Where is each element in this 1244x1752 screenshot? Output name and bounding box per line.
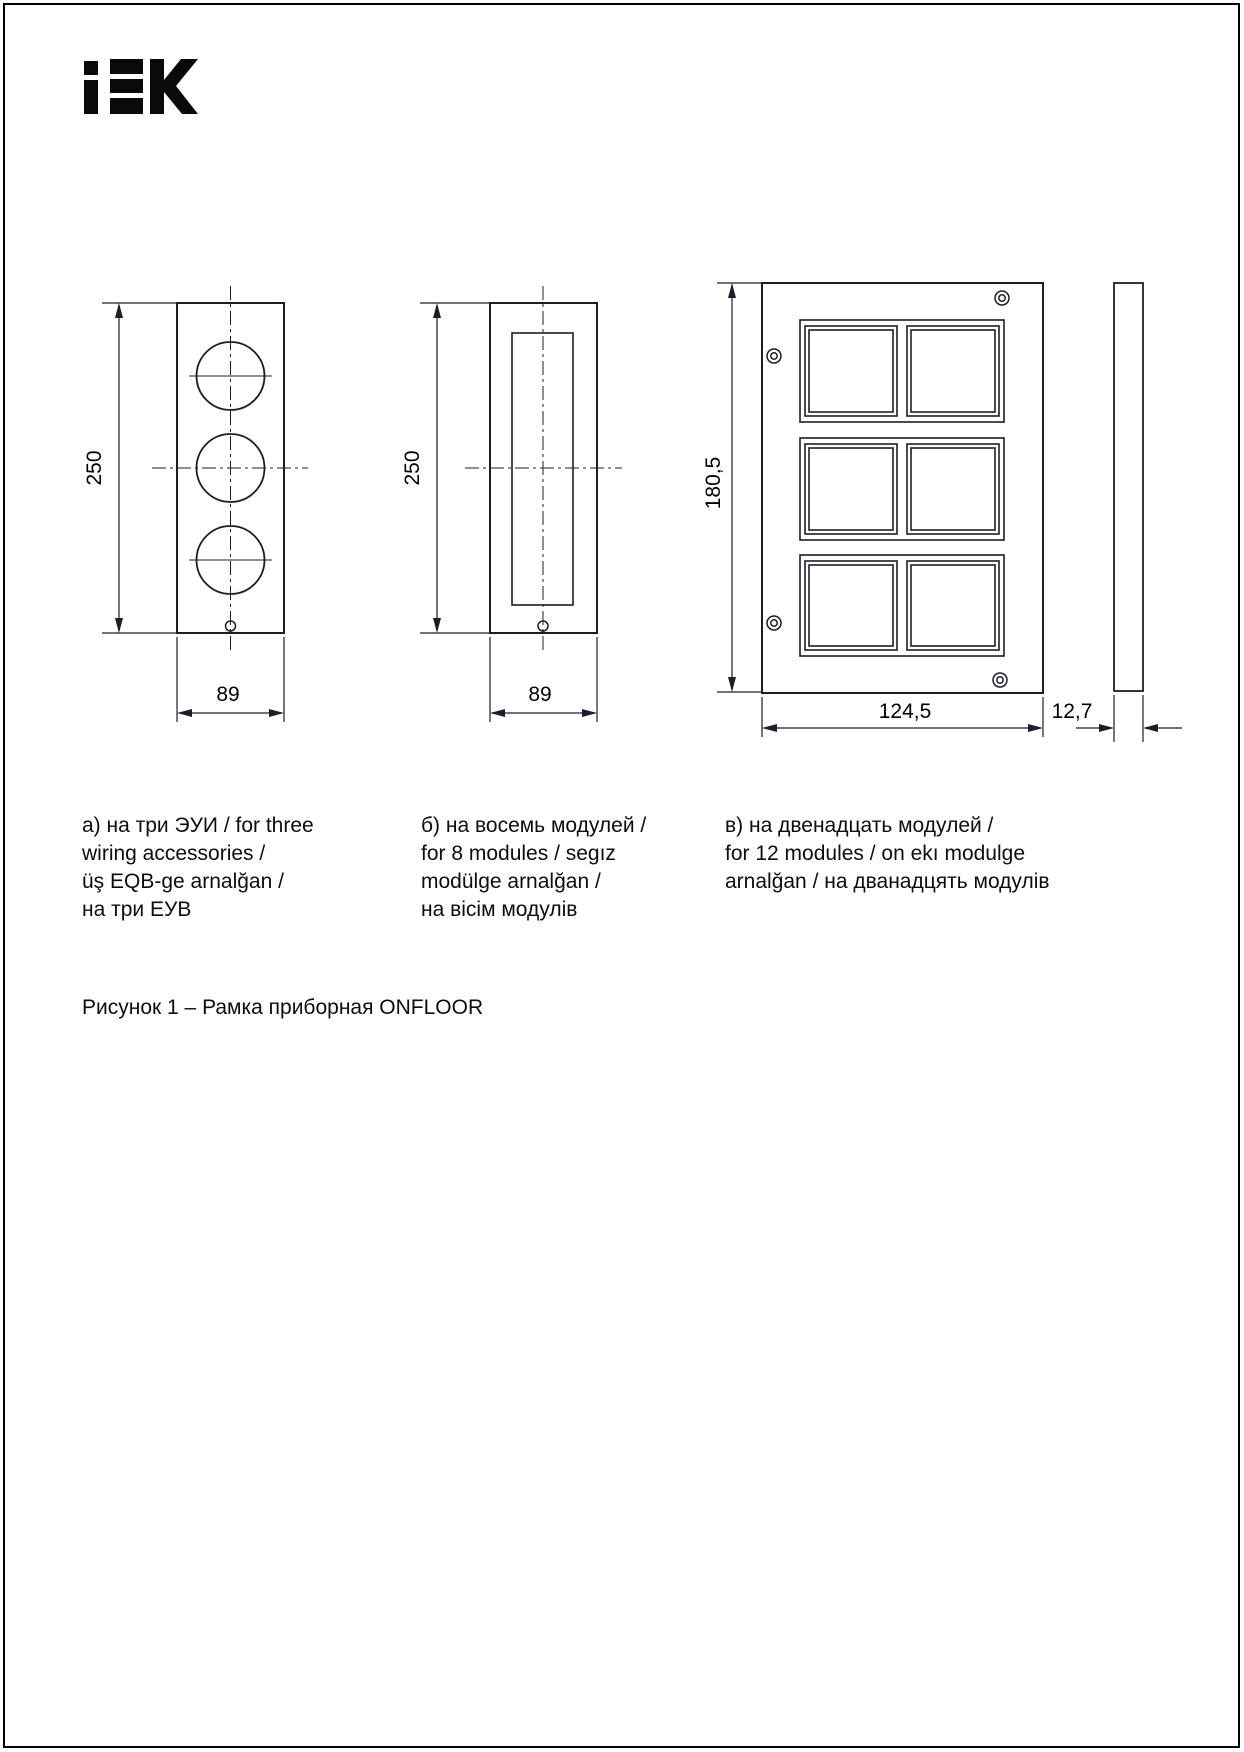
caption-b-line: б) на восемь модулей / [421, 814, 647, 837]
caption-a-line: wiring accessories / [82, 842, 266, 865]
caption-a-line: на три ЕУВ [82, 898, 192, 921]
caption-b-line: modülge arnalğan / [421, 870, 601, 893]
figure-caption: Рисунок 1 – Рамка приборная ONFLOOR [82, 996, 484, 1019]
technical-drawings [0, 0, 1244, 780]
dim-c-depth: 12,7 [1051, 700, 1093, 723]
dim-c-height: 180,5 [702, 456, 725, 510]
dim-a-height: 250 [83, 450, 106, 486]
caption-b-line: на вісім модулів [421, 898, 578, 921]
caption-c-line: в) на двенадцать модулей / [725, 814, 994, 837]
caption-b [421, 812, 646, 924]
caption-a [82, 812, 314, 924]
caption-c [725, 812, 1050, 896]
side-view [1114, 283, 1143, 691]
drawing-frame-3-accessories [102, 286, 308, 722]
caption-a-line: а) на три ЭУИ / for three [82, 814, 314, 837]
caption-b-line: for 8 modules / segız [421, 842, 616, 865]
dim-c-width: 124,5 [878, 700, 932, 723]
drawing-frame-8-modules [420, 286, 622, 722]
dim-b-height: 250 [401, 450, 424, 486]
drawing-frame-12-modules [717, 283, 1182, 742]
caption-a-line: üş EQB-ge arnalğan / [82, 870, 284, 893]
caption-c-line: for 12 modules / on ekı modulge [725, 842, 1026, 865]
caption-c-line: arnalğan / на дванадцять модулів [725, 870, 1050, 893]
dim-b-width: 89 [528, 683, 552, 706]
dim-a-width: 89 [216, 683, 240, 706]
screw-icons [767, 291, 1009, 687]
